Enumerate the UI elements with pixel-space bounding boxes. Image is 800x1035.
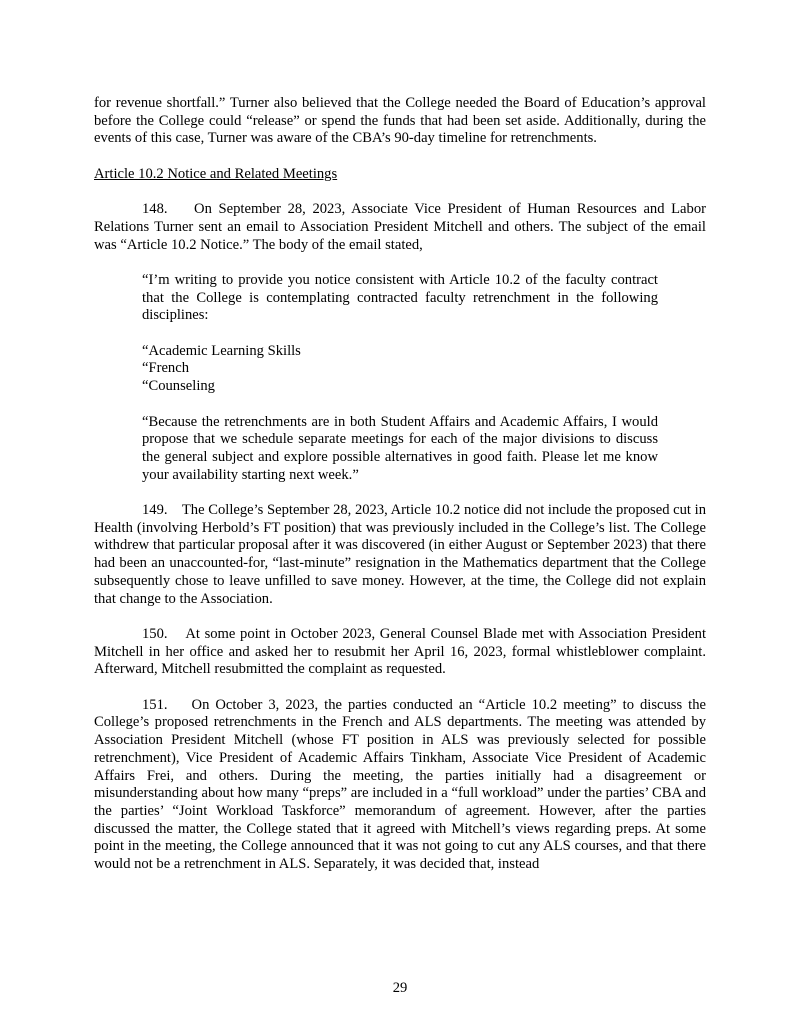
paragraph-151: 151. On October 3, 2023, the parties conducted an “Article 10.2 meeting” to discuss the College’s proposed retrenchments in the French and ALS departments. The meeting was attended by Association President Mitchell (whose FT position in ALS was previously selected for possible retrenchment), Vice President of Academic Affairs Tinkham, Associate Vice President of Academic Affairs Frei, and others. During the meeting, the parties initially had a disagreement or misunderstanding about how many “preps” are included in a “full workload” under the parties’ CBA and the parties’ “Joint Workload Taskforce” memorandum of agreement. However, after the parties discussed the matter, the College stated that it agreed with Mitchell’s views regarding preps. At some point in the meeting, the College announced that it was not going to cut any ALS courses, and that there would not be a retrenchment in ALS. Separately, it was decided that, instead (94, 696, 710, 873)
paragraph-150: 150. At some point in October 2023, General Counsel Blade met with Association President Mitchell in her office and asked her to resubmit her April 16, 2023, formal whistleblower complaint. Afterward, Mitchell resubmitted the complaint as requested. (94, 625, 710, 678)
discipline-item: “Academic Learning Skills (142, 342, 301, 359)
paragraph-149: 149. The College’s September 28, 2023, Article 10.2 notice did not include the proposed cut in Health (involving Herbold’s FT position) that was previously included in the College’s list. The College withdrew that particular proposal after it was discovered (in either August or September 2023) that there had been an unaccounted-for, “last-minute” resignation in the Mathematics department that the College subsequently chose to leave unfilled to save money. However, at the time, the College did not explain that change to the Association. (94, 502, 710, 607)
discipline-list (142, 343, 658, 396)
discipline-item: “French (142, 360, 190, 377)
quote-closing: “Because the retrenchments are in both Student Affairs and Academic Affairs, I would propose that we schedule separate meetings for each of the major divisions to discuss the general subject and explore possible alternatives in good faith. Please let me know your availability starting next week.” (142, 413, 658, 483)
quote-opening: “I’m writing to provide you notice consistent with Article 10.2 of the faculty contract that the College is contemplating contracted faculty retrenchment in the following disciplines: (142, 271, 658, 324)
discipline-item: “Counseling (142, 378, 215, 395)
document-page (94, 95, 710, 874)
section-heading: Article 10.2 Notice and Related Meetings (94, 165, 338, 182)
email-quote-block (142, 272, 658, 484)
intro-paragraph: for revenue shortfall.” Turner also believed that the College needed the Board of Education’s approval before the College could “release” or spend the funds that had been set aside. Additionally, during the events of this case, Turner was aware of the CBA’s 90-day timeline for retrenchments. (94, 95, 706, 147)
page-number: 29 (392, 980, 408, 996)
paragraph-148: 148. On September 28, 2023, Associate Vice President of Human Resources and Labor Relations Turner sent an email to Association President Mitchell and others. The subject of the email was “Article 10.2 Notice.” The body of the email stated, (94, 201, 710, 253)
